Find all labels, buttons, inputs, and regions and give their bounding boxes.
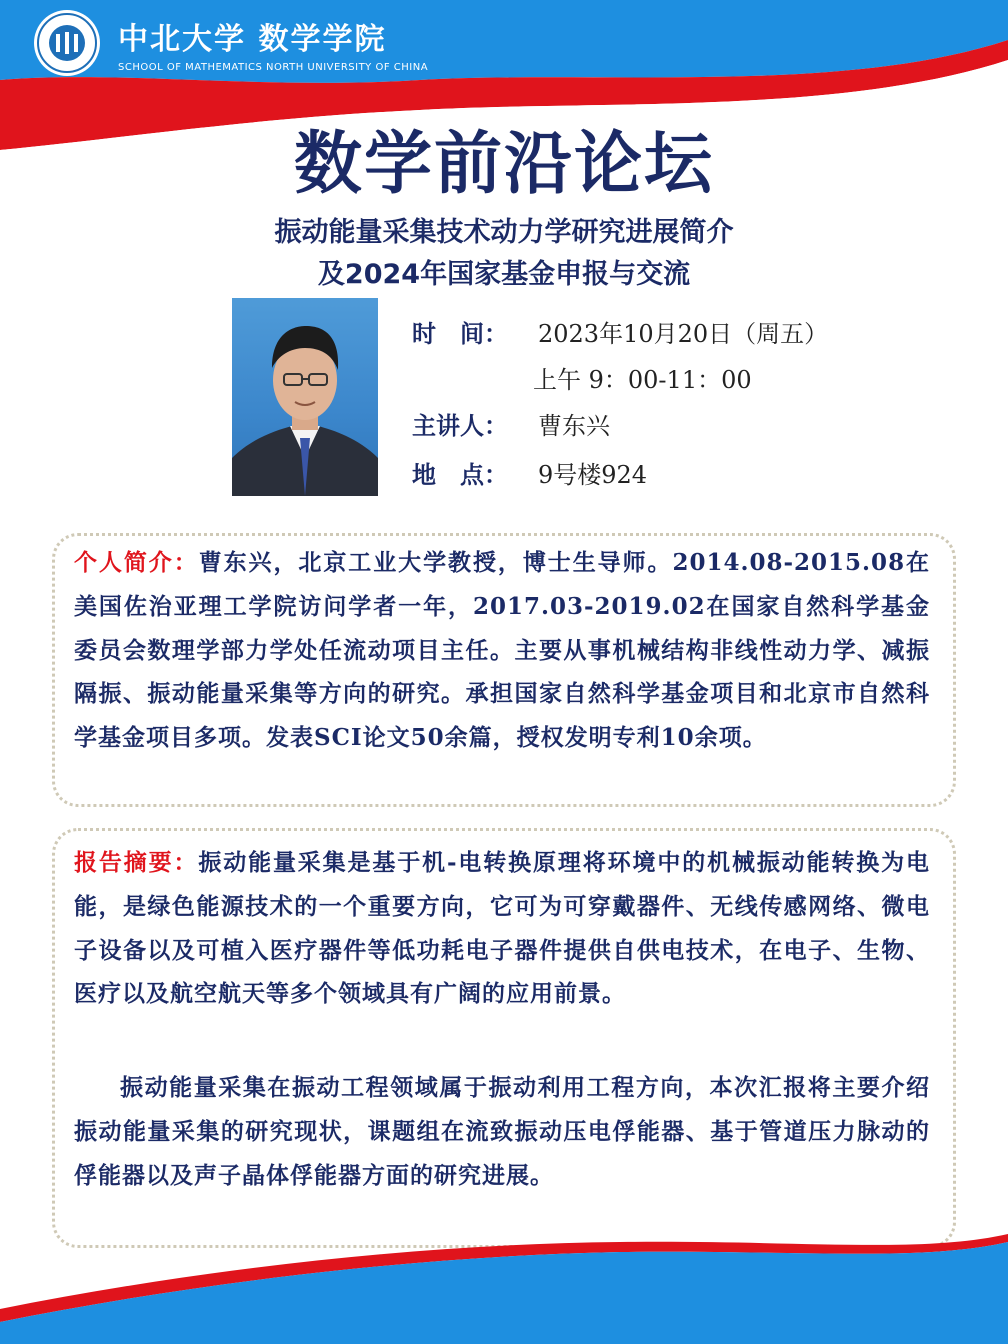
speaker-row xyxy=(412,406,610,441)
place-value: 9号楼924 xyxy=(538,461,648,489)
time-label: 时 间： xyxy=(412,319,508,348)
university-logo-icon xyxy=(28,8,106,78)
school-name-en: SCHOOL OF MATHEMATICS NORTH UNIVERSITY OF CHINA xyxy=(118,62,429,73)
subtitle-line-2: 及2024年国家基金申报与交流 xyxy=(317,259,691,290)
speaker-label: 主讲人： xyxy=(412,411,508,440)
speaker-name: 曹东兴 xyxy=(538,412,610,440)
bio-label: 个人简介： xyxy=(74,549,199,576)
time-row xyxy=(412,314,828,349)
speaker-photo xyxy=(232,298,378,496)
time-hours: 上午 9：00-11：00 xyxy=(533,366,752,394)
school-name-cn: 中北大学 数学学院 xyxy=(118,22,387,57)
time-date: 2023年10月20日（周五） xyxy=(538,320,829,348)
bio-text: 曹东兴，北京工业大学教授，博士生导师。2014.08-2015.08在美国佐治亚理工学院访问学者一年，2017.03-2019.02在国家自然科学基金委员会数理学部力学处任流动项目主任。主要从事机械结构非线性动力学、减振隔振、振动能量采集等方向的研究。承担国家自然科学基金项目和北京市自然科学基金项目多项。发表SCI论文50余篇，授权发明专利10余项。 xyxy=(74,549,931,752)
speaker-portrait-icon xyxy=(232,298,378,496)
abstract-paragraph-2: 振动能量采集在振动工程领域属于振动利用工程方向，本次汇报将主要介绍振动能量采集的研究现状，课题组在流致振动压电俘能器、基于管道压力脉动的俘能器以及声子晶体俘能器方面的研究进展。 xyxy=(74,1074,930,1189)
page-title: 数学前沿论坛 xyxy=(293,125,714,204)
place-label: 地 点： xyxy=(412,460,508,489)
footer-wave-background xyxy=(0,1214,1008,1344)
abstract-paragraph-1 xyxy=(74,841,930,1016)
place-row xyxy=(412,455,647,490)
abstract-label: 报告摘要： xyxy=(74,849,199,876)
subtitle-line-1: 振动能量采集技术动力学研究进展简介 xyxy=(274,217,734,248)
abstract-text-1: 振动能量采集是基于机-电转换原理将环境中的机械振动能转换为电能，是绿色能源技术的一个重要方向，它可为可穿戴器件、无线传感网络、微电子设备以及可植入医疗器件等低功耗电子器件提供自供电技术，在电子、生物、医疗以及航空航天等多个领域具有广阔的应用前景。 xyxy=(74,849,931,1008)
bio-paragraph xyxy=(74,541,930,760)
